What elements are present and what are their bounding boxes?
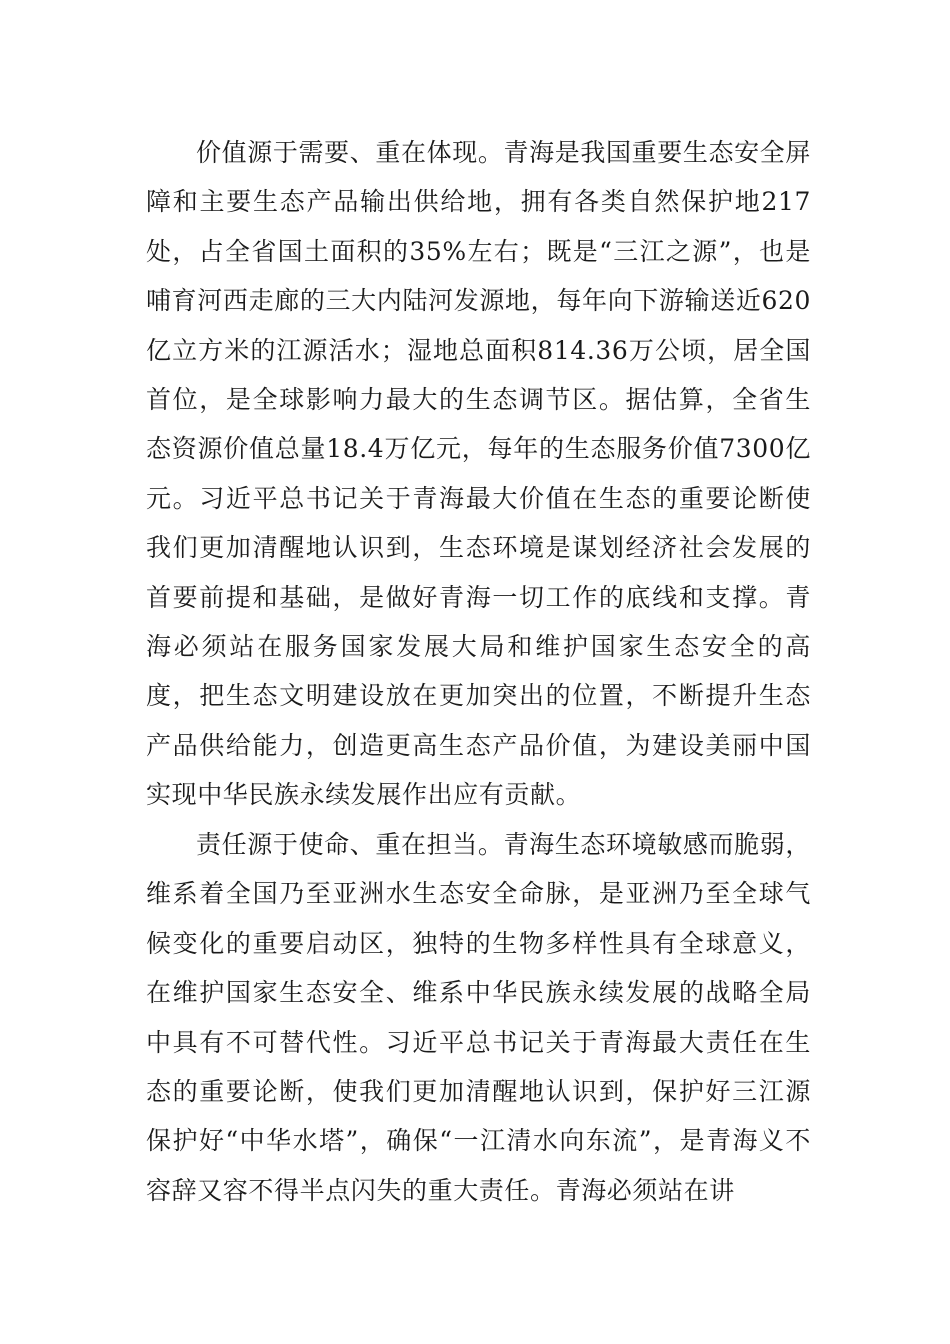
paragraph-value <box>146 128 811 820</box>
paragraph-lead: 责任源于使命、重在担当。 <box>196 830 504 859</box>
paragraph-body: 青海生态环境敏感而脆弱，维系着全国乃至亚洲水生态安全命脉，是亚洲乃至全球气候变化的重要启动区，独特的生物多样性具有全球意义，在维护国家生态安全、维系中华民族永续发展的战略全局中具有不可替代性。习近平总书记关于青海最大责任在生态的重要论断，使我们更加清醒地认识到，保护好三江源保护好“中华水塔”，确保“一江清水向东流”，是青海义不容辞又容不得半点闪失的重大责任。青海必须站在讲 <box>146 830 812 1205</box>
paragraph-lead: 价值源于需要、重在体现。 <box>196 138 504 167</box>
paragraph-responsibility <box>146 820 811 1215</box>
paragraph-body: 青海是我国重要生态安全屏障和主要生态产品输出供给地，拥有各类自然保护地217处，占全省国土面积的35%左右；既是“三江之源”，也是哺育河西走廊的三大内陆河发源地，每年向下游输送近620亿立方米的江源活水；湿地总面积814.36万公顷，居全国首位，是全球影响力最大的生态调节区。据估算，全省生态资源价值总量18.4万亿元，每年的生态服务价值7300亿元。习近平总书记关于青海最大价值在生态的重要论断使我们更加清醒地认识到，生态环境是谋划经济社会发展的首要前提和基础，是做好青海一切工作的底线和支撑。青海必须站在服务国家发展大局和维护国家生态安全的高度，把生态文明建设放在更加突出的位置，不断提升生态产品供给能力，创造更高生态产品价值，为建设美丽中国实现中华民族永续发展作出应有贡献。 <box>146 138 812 810</box>
